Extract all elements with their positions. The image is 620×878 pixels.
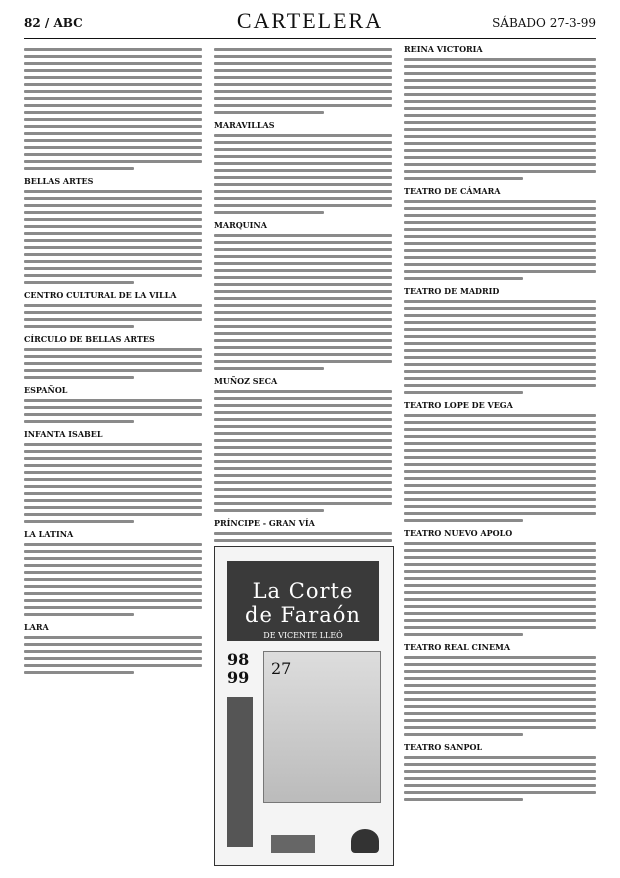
text-line — [214, 446, 392, 449]
listing-heading: LA LATINA — [24, 529, 74, 539]
text-line — [24, 499, 202, 502]
text-line — [214, 404, 392, 407]
ad-title-line-1: La Corte — [252, 579, 354, 603]
text-line — [214, 155, 392, 158]
text-line — [404, 470, 596, 473]
text-line — [404, 449, 596, 452]
text-line — [24, 118, 202, 121]
listing-entry — [404, 528, 596, 636]
listing-heading: TEATRO NUEVO APOLO — [404, 528, 513, 538]
listing-entry — [24, 48, 202, 170]
text-line — [24, 69, 202, 72]
text-line — [404, 428, 596, 431]
listing-entry — [214, 120, 392, 214]
listing-heading: TEATRO DE MADRID — [404, 286, 500, 296]
listing-entry — [404, 44, 596, 180]
text-line — [214, 532, 392, 535]
text-line — [214, 283, 392, 286]
text-line — [214, 474, 392, 477]
text-line — [214, 439, 392, 442]
text-line — [24, 613, 134, 616]
text-line — [404, 384, 596, 387]
text-line — [24, 355, 202, 358]
text-line — [404, 498, 596, 501]
text-line — [24, 318, 202, 321]
text-line — [24, 225, 202, 228]
text-line — [404, 307, 596, 310]
text-line — [404, 58, 596, 61]
text-line — [214, 367, 324, 370]
ad-season — [227, 651, 257, 687]
text-line — [404, 726, 596, 729]
text-line — [404, 456, 596, 459]
listing-heading: TEATRO SANPOL — [404, 742, 483, 752]
text-line — [404, 356, 596, 359]
listing-heading: BELLAS ARTES — [24, 176, 94, 186]
text-line — [404, 121, 596, 124]
text-line — [214, 204, 392, 207]
text-line — [404, 549, 596, 552]
text-line — [214, 453, 392, 456]
listing-entry — [404, 286, 596, 394]
text-line — [24, 513, 202, 516]
text-line — [404, 135, 596, 138]
text-line — [404, 328, 596, 331]
text-line — [404, 321, 596, 324]
ad-title-line-2: de Faraón — [245, 603, 361, 627]
text-line — [24, 281, 134, 284]
text-line — [24, 132, 202, 135]
text-line — [24, 239, 202, 242]
text-line — [214, 269, 392, 272]
text-line — [404, 684, 596, 687]
text-line — [214, 62, 392, 65]
text-line — [404, 519, 523, 522]
text-line — [214, 241, 392, 244]
text-line — [404, 435, 596, 438]
text-line — [214, 339, 392, 342]
page-header — [24, 8, 596, 38]
text-line — [404, 107, 596, 110]
text-line — [214, 83, 392, 86]
text-line — [24, 274, 202, 277]
sponsor-logo-icon — [271, 835, 315, 853]
text-line — [404, 784, 596, 787]
text-line — [24, 464, 202, 467]
listing-heading: CENTRO CULTURAL DE LA VILLA — [24, 290, 177, 300]
text-line — [214, 432, 392, 435]
text-line — [24, 485, 202, 488]
text-line — [24, 585, 202, 588]
listing-heading: INFANTA ISABEL — [24, 429, 103, 439]
text-line — [404, 142, 596, 145]
text-line — [404, 235, 596, 238]
text-line — [404, 477, 596, 480]
text-line — [24, 492, 202, 495]
text-line — [404, 770, 596, 773]
text-line — [404, 484, 596, 487]
section-title: CARTELERA — [236, 8, 384, 33]
text-line — [404, 756, 596, 759]
text-line — [404, 156, 596, 159]
text-line — [404, 670, 596, 673]
listing-entry — [24, 429, 202, 523]
listing-heading: CÍRCULO DE BELLAS ARTES — [24, 334, 155, 344]
listing-entry — [404, 642, 596, 736]
text-line — [24, 657, 202, 660]
text-line — [214, 353, 392, 356]
text-line — [24, 564, 202, 567]
text-line — [404, 442, 596, 445]
column-3 — [404, 44, 596, 864]
text-line — [24, 325, 134, 328]
text-line — [404, 86, 596, 89]
text-line — [214, 262, 392, 265]
text-line — [24, 376, 134, 379]
text-line — [214, 148, 392, 151]
ad-side-strip — [227, 697, 253, 847]
text-line — [214, 360, 392, 363]
text-line — [24, 450, 202, 453]
text-line — [214, 481, 392, 484]
text-line — [404, 605, 596, 608]
text-line — [214, 211, 324, 214]
text-line — [404, 270, 596, 273]
text-line — [214, 495, 392, 498]
text-line — [24, 369, 202, 372]
text-line — [214, 276, 392, 279]
listing-entry — [24, 176, 202, 284]
text-line — [24, 83, 202, 86]
listing-heading: ESPAÑOL — [24, 385, 68, 395]
text-line — [214, 69, 392, 72]
text-line — [404, 249, 596, 252]
text-line — [404, 370, 596, 373]
text-line — [24, 671, 134, 674]
text-line — [404, 149, 596, 152]
text-line — [404, 207, 596, 210]
text-line — [214, 234, 392, 237]
text-line — [404, 300, 596, 303]
text-line — [24, 311, 202, 314]
text-line — [404, 512, 596, 515]
listing-entry — [404, 742, 596, 801]
ad-title-panel — [227, 561, 379, 641]
listing-entry — [24, 334, 202, 379]
text-line — [24, 146, 202, 149]
ad-season-bottom: 99 — [227, 668, 250, 687]
text-line — [214, 318, 392, 321]
text-line — [404, 677, 596, 680]
text-line — [214, 255, 392, 258]
listing-heading: REINA VICTORIA — [404, 44, 483, 54]
text-line — [214, 332, 392, 335]
text-line — [24, 420, 134, 423]
text-line — [404, 598, 596, 601]
text-line — [214, 411, 392, 414]
text-line — [24, 636, 202, 639]
text-line — [404, 563, 596, 566]
text-line — [214, 190, 392, 193]
text-line — [24, 211, 202, 214]
text-line — [24, 167, 134, 170]
listing-entry — [24, 290, 202, 328]
text-line — [24, 457, 202, 460]
text-line — [404, 335, 596, 338]
text-line — [24, 478, 202, 481]
text-line — [404, 391, 523, 394]
text-line — [24, 62, 202, 65]
text-line — [214, 297, 392, 300]
text-line — [214, 397, 392, 400]
text-line — [404, 170, 596, 173]
text-line — [24, 664, 202, 667]
text-line — [404, 72, 596, 75]
text-line — [404, 377, 596, 380]
text-line — [24, 97, 202, 100]
text-line — [24, 471, 202, 474]
text-line — [214, 162, 392, 165]
text-line — [214, 418, 392, 421]
listing-heading: TEATRO DE CÁMARA — [404, 186, 501, 196]
text-line — [404, 777, 596, 780]
text-line — [24, 643, 202, 646]
ad-author: DE VICENTE LLEÓ — [263, 631, 343, 640]
text-line — [214, 248, 392, 251]
text-line — [214, 539, 392, 542]
text-line — [214, 346, 392, 349]
text-line — [24, 253, 202, 256]
text-line — [404, 633, 523, 636]
listing-heading: PRÍNCIPE - GRAN VÍA — [214, 518, 315, 528]
text-line — [24, 578, 202, 581]
text-line — [24, 260, 202, 263]
date-label: SÁBADO 27-3-99 — [492, 16, 596, 30]
text-line — [404, 698, 596, 701]
text-line — [214, 390, 392, 393]
text-line — [404, 363, 596, 366]
text-line — [404, 79, 596, 82]
text-line — [404, 256, 596, 259]
text-line — [214, 460, 392, 463]
listing-entry — [24, 385, 202, 423]
text-line — [404, 691, 596, 694]
text-line — [214, 90, 392, 93]
text-line — [214, 304, 392, 307]
text-line — [24, 406, 202, 409]
text-line — [404, 763, 596, 766]
text-line — [404, 263, 596, 266]
text-line — [214, 290, 392, 293]
text-line — [214, 134, 392, 137]
text-line — [404, 663, 596, 666]
text-line — [404, 791, 596, 794]
text-line — [24, 267, 202, 270]
text-line — [404, 591, 596, 594]
text-line — [24, 599, 202, 602]
text-line — [404, 242, 596, 245]
text-line — [24, 160, 202, 163]
listing-heading: MARQUINA — [214, 220, 267, 230]
text-line — [404, 612, 596, 615]
text-line — [404, 712, 596, 715]
ad-title — [227, 561, 379, 627]
text-line — [404, 577, 596, 580]
ad-season-top: 98 — [227, 650, 250, 669]
text-line — [24, 90, 202, 93]
text-line — [24, 139, 202, 142]
text-line — [24, 543, 202, 546]
text-line — [24, 76, 202, 79]
text-line — [24, 399, 202, 402]
text-line — [404, 463, 596, 466]
text-line — [214, 325, 392, 328]
text-line — [24, 550, 202, 553]
text-line — [404, 570, 596, 573]
text-line — [404, 349, 596, 352]
text-line — [404, 414, 596, 417]
text-line — [24, 125, 202, 128]
text-line — [24, 571, 202, 574]
text-line — [24, 48, 202, 51]
listing-entry — [404, 186, 596, 280]
text-line — [404, 200, 596, 203]
text-line — [404, 177, 523, 180]
text-line — [404, 163, 596, 166]
text-line — [214, 467, 392, 470]
page-label: 82 / ABC — [24, 16, 83, 30]
header-rule — [24, 38, 596, 39]
text-line — [24, 218, 202, 221]
text-line — [214, 197, 392, 200]
bank-logo-icon — [351, 829, 379, 853]
text-line — [24, 197, 202, 200]
listing-heading: TEATRO REAL CINEMA — [404, 642, 511, 652]
text-line — [24, 557, 202, 560]
listing-heading: LARA — [24, 622, 49, 632]
text-line — [214, 104, 392, 107]
text-line — [24, 104, 202, 107]
text-line — [404, 542, 596, 545]
listing-entry — [214, 48, 392, 114]
text-line — [214, 502, 392, 505]
text-line — [24, 592, 202, 595]
listing-heading: MARAVILLAS — [214, 120, 275, 130]
text-line — [404, 505, 596, 508]
text-line — [404, 314, 596, 317]
text-line — [24, 443, 202, 446]
text-line — [24, 246, 202, 249]
text-line — [24, 362, 202, 365]
text-line — [214, 55, 392, 58]
listing-heading: MUÑOZ SECA — [214, 376, 278, 386]
listing-entry — [24, 622, 202, 674]
text-line — [404, 656, 596, 659]
text-line — [404, 719, 596, 722]
text-line — [404, 626, 596, 629]
text-line — [404, 342, 596, 345]
text-line — [214, 176, 392, 179]
text-line — [214, 183, 392, 186]
text-line — [24, 232, 202, 235]
text-line — [214, 425, 392, 428]
listing-entry — [214, 376, 392, 512]
text-line — [404, 584, 596, 587]
listing-entry — [214, 220, 392, 370]
text-line — [214, 76, 392, 79]
text-line — [214, 111, 324, 114]
text-line — [404, 798, 523, 801]
text-line — [24, 650, 202, 653]
text-line — [214, 488, 392, 491]
text-line — [404, 214, 596, 217]
theatre-advertisement — [214, 546, 394, 866]
ad-date-number: 27 — [271, 659, 292, 678]
text-line — [24, 606, 202, 609]
text-line — [24, 506, 202, 509]
text-line — [404, 114, 596, 117]
text-line — [404, 705, 596, 708]
text-line — [404, 619, 596, 622]
listing-entry — [404, 400, 596, 522]
text-line — [404, 491, 596, 494]
text-line — [404, 556, 596, 559]
text-line — [404, 100, 596, 103]
text-line — [404, 65, 596, 68]
text-line — [24, 153, 202, 156]
text-line — [24, 190, 202, 193]
text-line — [404, 277, 523, 280]
text-line — [24, 348, 202, 351]
text-line — [24, 304, 202, 307]
listing-entry — [24, 529, 202, 616]
text-line — [24, 204, 202, 207]
text-line — [24, 55, 202, 58]
text-line — [214, 509, 324, 512]
text-line — [214, 97, 392, 100]
listing-heading: TEATRO LOPE DE VEGA — [404, 400, 513, 410]
text-line — [24, 111, 202, 114]
text-line — [404, 221, 596, 224]
text-line — [214, 311, 392, 314]
text-line — [214, 48, 392, 51]
text-line — [404, 421, 596, 424]
text-line — [24, 413, 202, 416]
text-line — [24, 520, 134, 523]
text-line — [404, 228, 596, 231]
text-line — [404, 733, 523, 736]
text-line — [404, 128, 596, 131]
column-1 — [24, 44, 202, 864]
text-line — [404, 93, 596, 96]
text-line — [214, 169, 392, 172]
text-line — [214, 141, 392, 144]
